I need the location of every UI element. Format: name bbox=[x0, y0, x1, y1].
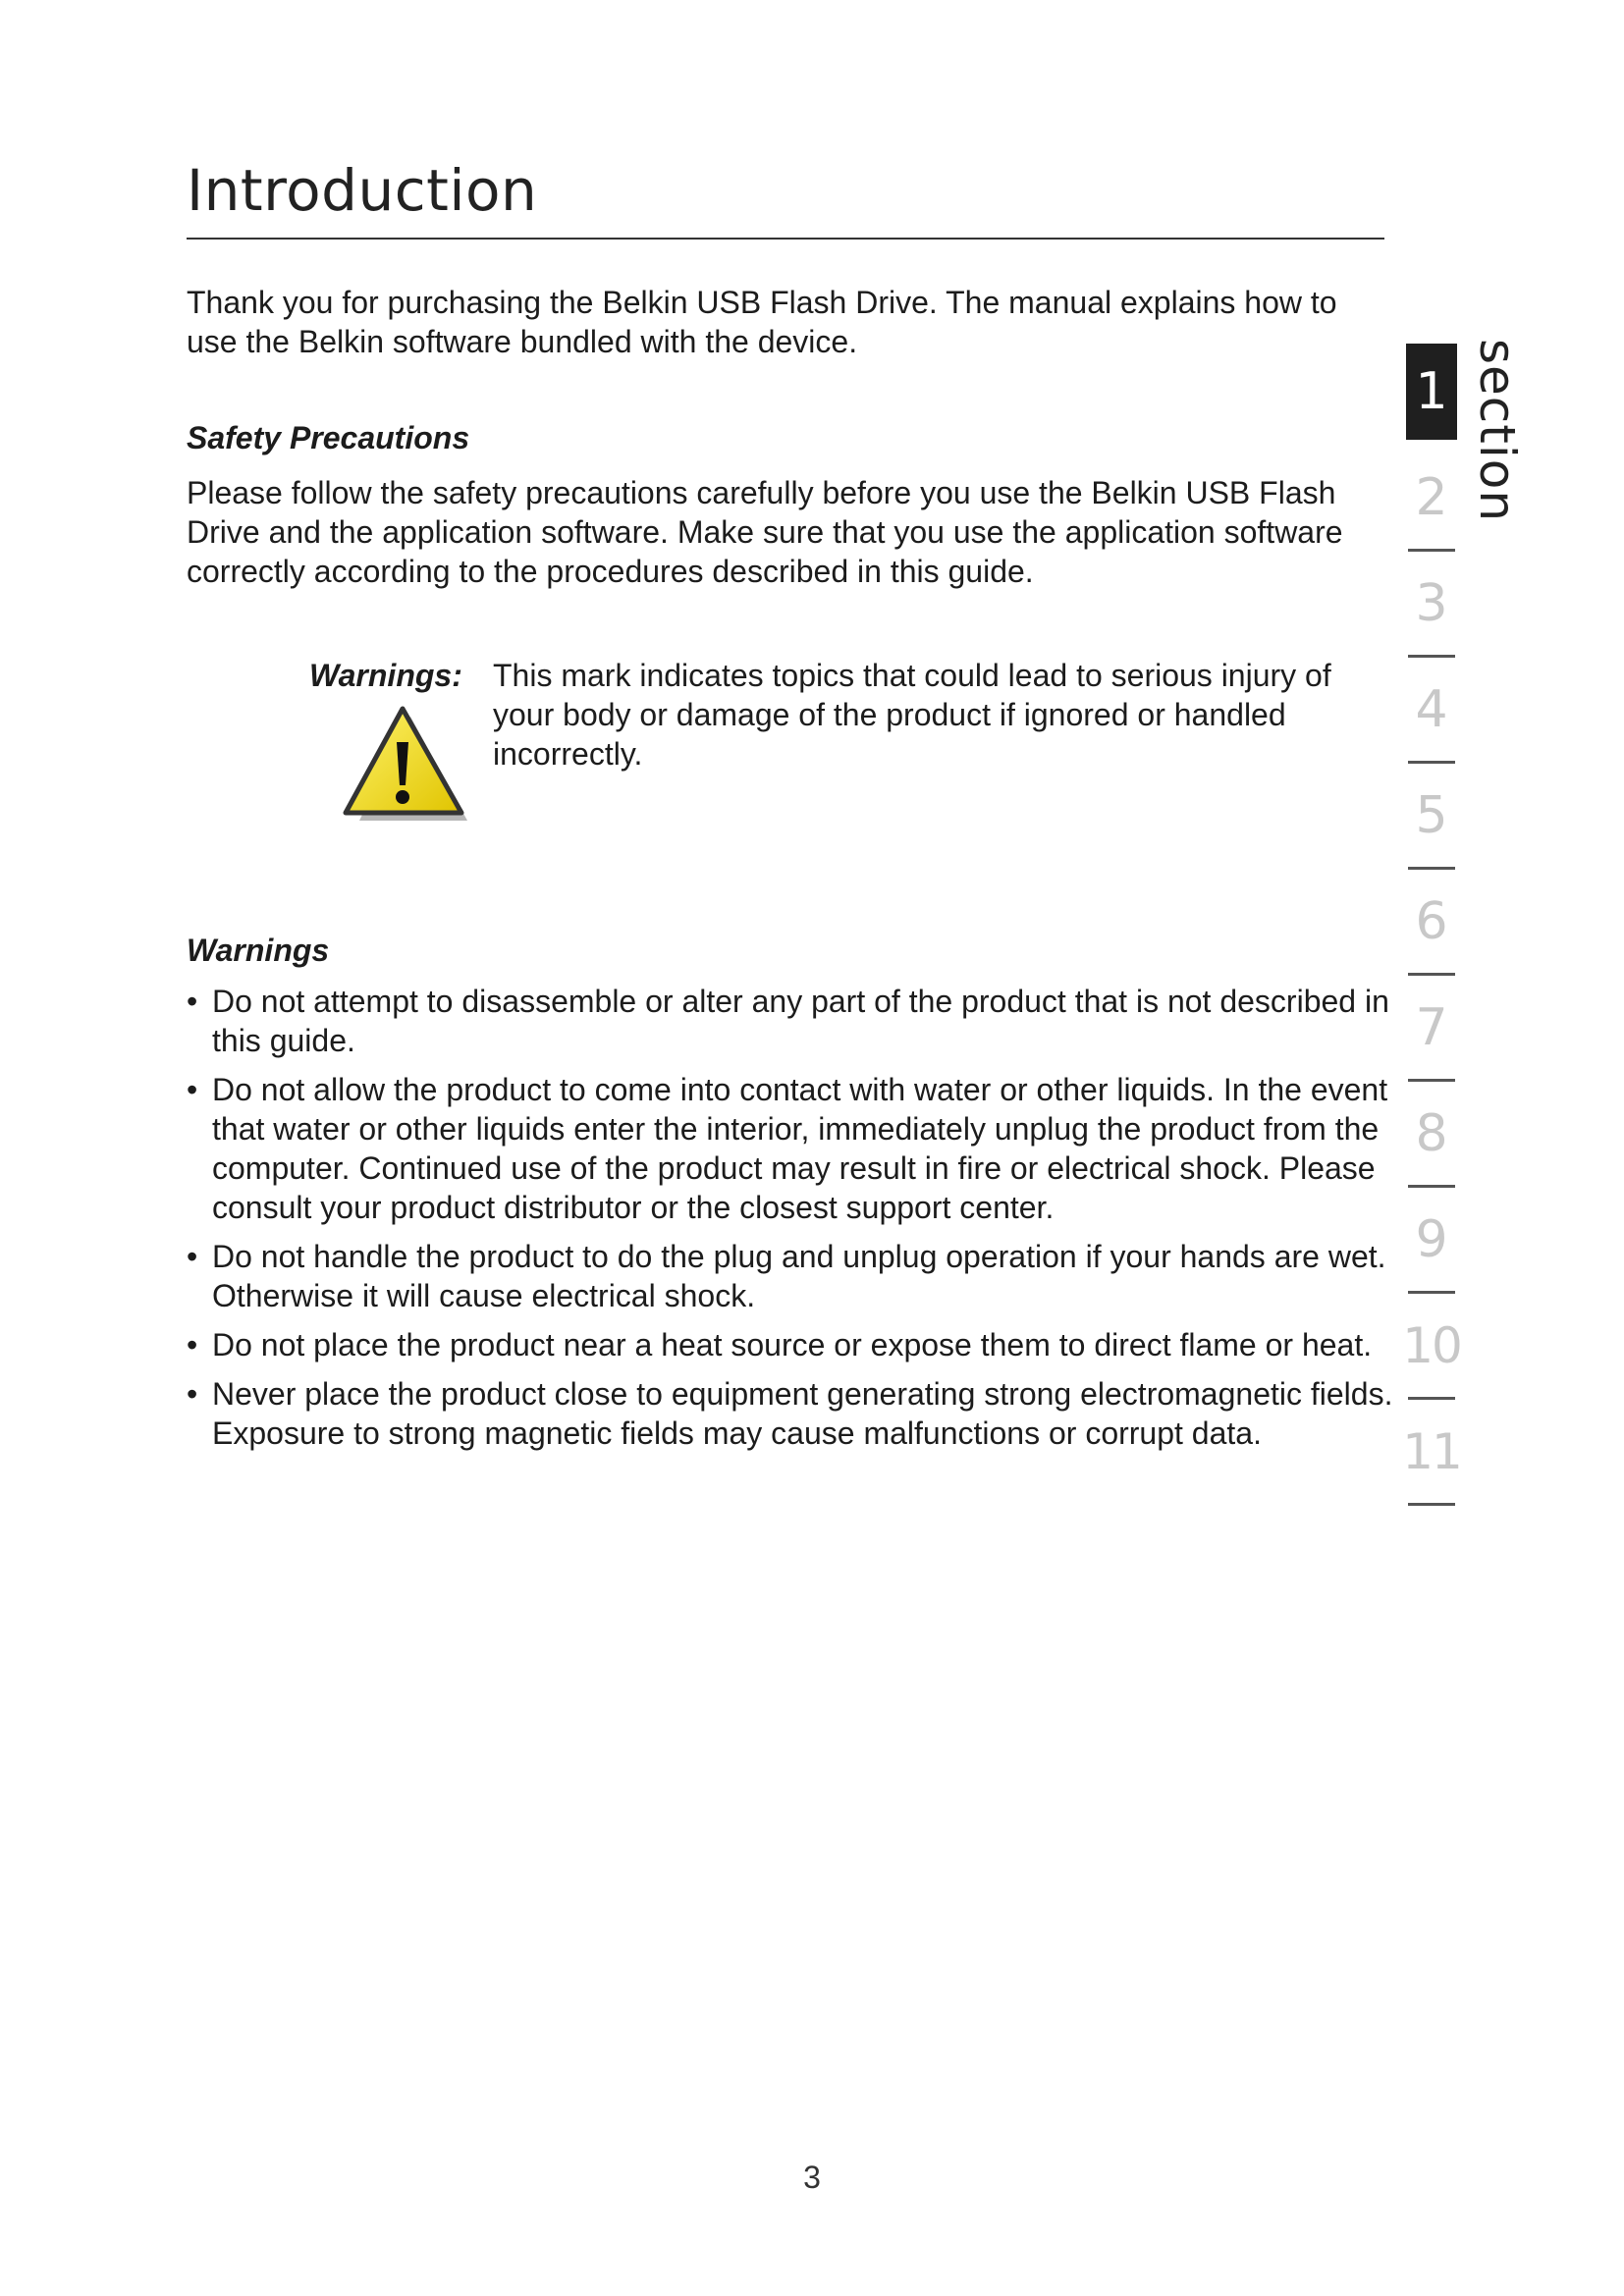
page-number: 3 bbox=[803, 2160, 821, 2195]
section-tab-5[interactable]: 5 bbox=[1406, 768, 1457, 864]
section-tab-1[interactable]: 1 bbox=[1406, 344, 1457, 440]
warning-note-label: Warnings: bbox=[309, 658, 462, 693]
list-item: • Do not allow the product to come into contact with water or other liquids. In the event that water or other liquids enter the interior, immediately unplug the product from the computer. Continued use of the product may result in fire or electrical shock. Please consult your product distributor or the closest support center. bbox=[187, 1072, 1388, 1225]
page-title: Introduction bbox=[187, 157, 538, 224]
warning-note-text: This mark indicates topics that could lead to serious injury of your body or damage of the product if ignored or handled incorrectly. bbox=[493, 658, 1331, 772]
section-tab-11[interactable]: 11 bbox=[1406, 1404, 1457, 1500]
warnings-heading: Warnings bbox=[187, 933, 330, 968]
section-tab-9[interactable]: 9 bbox=[1406, 1192, 1457, 1288]
list-item: • Do not handle the product to do the plug and unplug operation if your hands are wet. Otherwise it will cause electrical shock. bbox=[187, 1239, 1386, 1313]
warnings-list bbox=[187, 982, 1394, 1463]
section-tab-7[interactable]: 7 bbox=[1406, 980, 1457, 1076]
section-tab-8[interactable]: 8 bbox=[1406, 1086, 1457, 1182]
safety-heading: Safety Precautions bbox=[187, 420, 470, 455]
section-tab-10[interactable]: 10 bbox=[1406, 1298, 1457, 1394]
section-tab-2[interactable]: 2 bbox=[1406, 450, 1457, 546]
section-tab-6[interactable]: 6 bbox=[1406, 874, 1457, 970]
section-tabs bbox=[1402, 344, 1461, 1510]
title-divider bbox=[187, 238, 1384, 240]
section-tab-4[interactable]: 4 bbox=[1406, 662, 1457, 758]
list-item: • Never place the product close to equipment generating strong electromagnetic fields. Exposure to strong magnetic fields may cause malfunctions or corrupt data. bbox=[187, 1376, 1393, 1451]
safety-paragraph: Please follow the safety precautions carefully before you use the Belkin USB Flash Drive and the application software. Make sure that you use the application software correctly according to the procedures described in this guide. bbox=[187, 475, 1343, 589]
list-item: • Do not place the product near a heat source or expose them to direct flame or heat. bbox=[187, 1327, 1373, 1362]
intro-paragraph: Thank you for purchasing the Belkin USB Flash Drive. The manual explains how to use the Belkin software bundled with the device. bbox=[187, 285, 1337, 359]
section-label: section bbox=[1469, 339, 1526, 523]
section-tab-3[interactable]: 3 bbox=[1406, 556, 1457, 652]
list-item: • Do not attempt to disassemble or alter any part of the product that is not described in this guide. bbox=[187, 984, 1389, 1058]
warning-triangle-icon bbox=[340, 703, 473, 832]
